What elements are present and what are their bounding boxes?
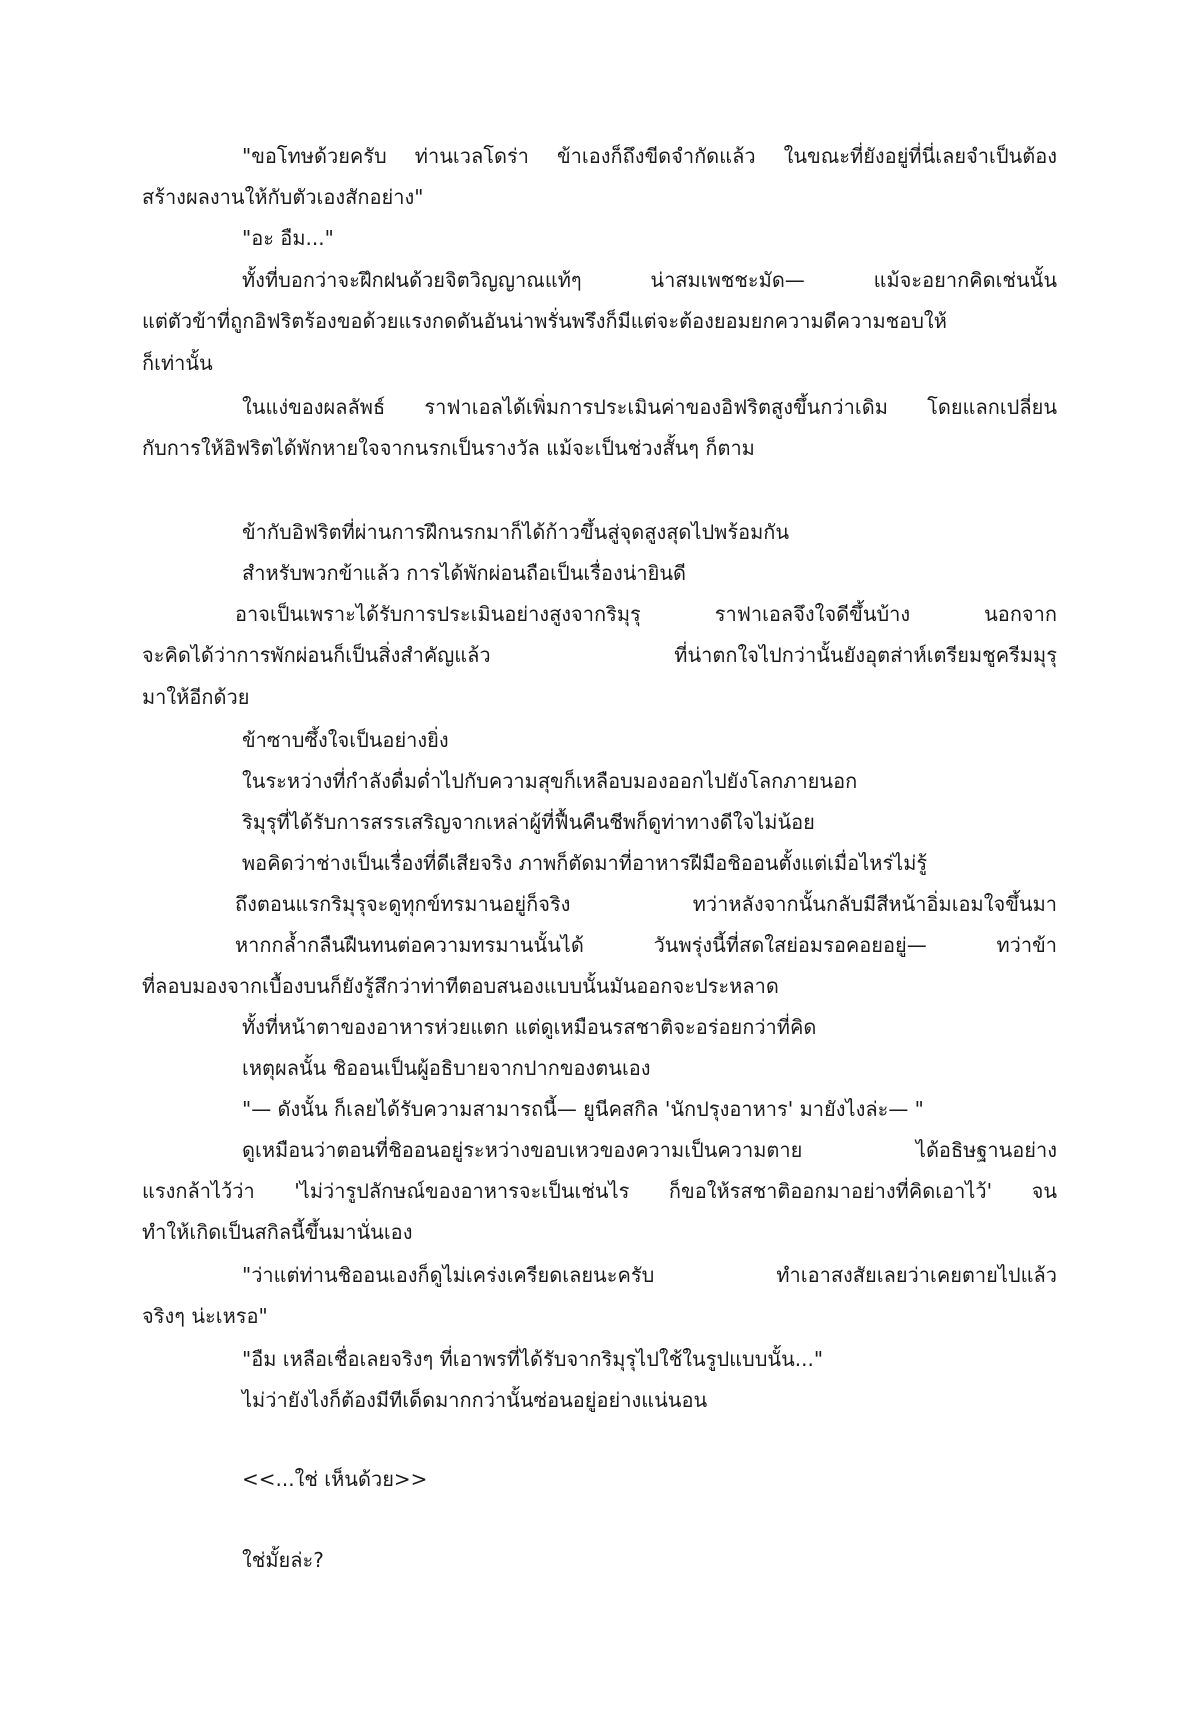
text-line: จะคิดได้ว่าการพักผ่อนก็เป็นสิ่งสำคัญแล้ว ที่น่าตกใจไปกว่านั้นยังอุตส่าห์เตรียมชูครีมมุรุ xyxy=(142,643,1057,667)
text-line: ทำให้เกิดเป็นสกิลนี้ขึ้นมานั่นเอง xyxy=(142,1220,413,1244)
text-line: สำหรับพวกข้าแล้ว การได้พักผ่อนถือเป็นเรื่องน่ายินดี xyxy=(242,561,687,585)
text-line: หากกล้ำกลืนฝืนทนต่อความทรมานนั้นได้ วันพรุ่งนี้ที่สดใสย่อมรอคอยอยู่— ทว่าข้า xyxy=(235,933,1057,957)
text-line: <<...ใช่ เห็นด้วย>> xyxy=(242,1467,428,1491)
text-line: มาให้อีกด้วย xyxy=(142,685,250,709)
text-line: พอคิดว่าช่างเป็นเรื่องที่ดีเสียจริง ภาพก็ตัดมาที่อาหารฝีมือชิออนตั้งแต่เมื่อไหร่ไม่รู้ xyxy=(242,851,928,875)
text-line: ข้าซาบซึ้งใจเป็นอย่างยิ่ง xyxy=(242,728,449,752)
text-line: ที่ลอบมองจากเบื้องบนก็ยังรู้สึกว่าท่าทีตอบสนองแบบนั้นมันออกจะประหลาด xyxy=(142,974,779,998)
text-line: ถึงตอนแรกริมุรุจะดูทุกข์ทรมานอยู่ก็จริง ทว่าหลังจากนั้นกลับมีสีหน้าอิ่มเอมใจขึ้นมา xyxy=(235,892,1057,916)
text-line: เหตุผลนั้น ชิออนเป็นผู้อธิบายจากปากของตนเอง xyxy=(242,1056,651,1080)
text-line: แต่ตัวข้าที่ถูกอิฟริตร้องขอด้วยแรงกดดันอันน่าพรั่นพรึงก็มีแต่จะต้องยอมยกความดีความชอบให้ xyxy=(142,309,947,333)
text-line: ริมุรุที่ได้รับการสรรเสริญจากเหล่าผู้ที่ฟื้นคืนชีพก็ดูท่าทางดีใจไม่น้อย xyxy=(242,810,815,834)
text-line: "อะ อืม..." xyxy=(242,226,334,250)
text-line: อาจเป็นเพราะได้รับการประเมินอย่างสูงจากริมุรุ ราฟาเอลจึงใจดีขึ้นบ้าง นอกจาก xyxy=(235,602,1057,626)
text-line: ใช่มั้ยล่ะ? xyxy=(242,1548,324,1572)
text-line: "ขอโทษด้วยครับ ท่านเวลโดร่า ข้าเองก็ถึงขีดจำกัดแล้ว ในขณะที่ยังอยู่ที่นี่เลยจำเป็นต้อง xyxy=(242,144,1057,168)
text-line: จริงๆ น่ะเหรอ" xyxy=(142,1304,268,1328)
text-line: สร้างผลงานให้กับตัวเองสักอย่าง" xyxy=(142,185,424,209)
text-line: แรงกล้าไว้ว่า 'ไม่ว่ารูปลักษณ์ของอาหารจะเป็นเช่นไร ก็ขอให้รสชาติออกมาอย่างที่คิดเอาไว้' จน xyxy=(142,1179,1057,1203)
text-line: ไม่ว่ายังไงก็ต้องมีทีเด็ดมากกว่านั้นซ่อนอยู่อย่างแน่นอน xyxy=(242,1388,708,1412)
text-line: "อืม เหลือเชื่อเลยจริงๆ ที่เอาพรที่ได้รับจากริมุรุไปใช้ในรูปแบบนั้น..." xyxy=(242,1347,824,1371)
text-line: ก็เท่านั้น xyxy=(142,351,213,375)
text-line: ทั้งที่บอกว่าจะฝึกฝนด้วยจิตวิญญาณแท้ๆ น่าสมเพชชะมัด— แม้จะอยากคิดเช่นนั้น xyxy=(242,268,1057,292)
text-line: ข้ากับอิฟริตที่ผ่านการฝึกนรกมาก็ได้ก้าวขึ้นสู่จุดสูงสุดไปพร้อมกัน xyxy=(242,520,790,544)
text-line: ทั้งที่หน้าตาของอาหารห่วยแตก แต่ดูเหมือนรสชาติจะอร่อยกว่าที่คิด xyxy=(242,1015,817,1039)
text-line: "ว่าแต่ท่านชิออนเองก็ดูไม่เคร่งเครียดเลยนะครับ ทำเอาสงสัยเลยว่าเคยตายไปแล้ว xyxy=(242,1263,1057,1287)
text-line: ดูเหมือนว่าตอนที่ชิออนอยู่ระหว่างขอบเหวของความเป็นความตาย ได้อธิษฐานอย่าง xyxy=(242,1138,1057,1162)
text-line: ในแง่ของผลลัพธ์ ราฟาเอลได้เพิ่มการประเมินค่าของอิฟริตสูงขึ้นกว่าเดิม โดยแลกเปลี่ยน xyxy=(242,395,1057,419)
text-line: กับการให้อิฟริตได้พักหายใจจากนรกเป็นรางวัล แม้จะเป็นช่วงสั้นๆ ก็ตาม xyxy=(142,436,755,460)
text-line: ในระหว่างที่กำลังดื่มด่ำไปกับความสุขก็เหลือบมองออกไปยังโลกภายนอก xyxy=(242,769,858,793)
text-line: "— ดังนั้น ก็เลยได้รับความสามารถนี้— ยูนีคสกิล 'นักปรุงอาหาร' มายังไงล่ะ— " xyxy=(242,1097,924,1121)
